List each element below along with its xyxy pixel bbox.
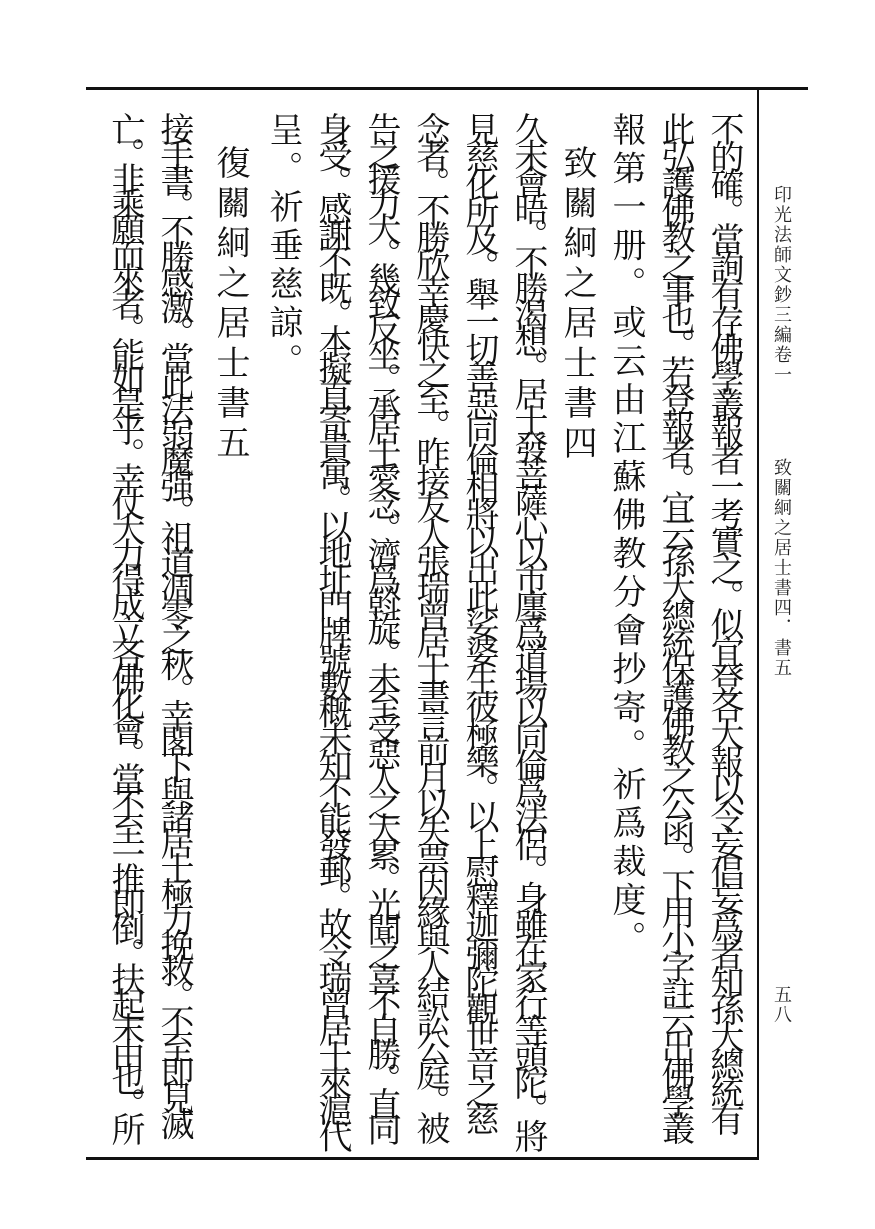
bottom-rule	[86, 1157, 759, 1160]
text-column: 不的確。當詢有存佛學叢報者一考實之。似宜登各大報以令妄倡妄爲者知孫大總統有	[704, 112, 744, 1130]
text-column: 告之援力大。幾致反坐。承居士愛念。濟爲斡旋。未至受惡人之大累。光聞之喜不自勝。直同	[361, 112, 401, 1137]
text-column: 呈。祈垂慈諒。	[263, 112, 303, 382]
page-number: 五八	[771, 985, 792, 1025]
section-title: 致關絅之居士書四．書五	[771, 458, 792, 678]
text-column: 身受。感謝不既。本擬直寄貴寓。以地址門牌號數概未知不能發郵。故令瑞曾居士來滬代	[312, 112, 352, 1146]
margin-rule	[757, 87, 759, 1159]
text-column: 久未會晤。不勝渴想。居士發菩薩心以市廛爲道場以同倫爲法侶。身雖在家行等頭陀。將	[508, 112, 548, 1146]
text-column: 接手書。不勝感激。當此法弱魔强。祖道凋零之秋。幸閣下與諸居士極力挽救。不至即見滅	[154, 112, 194, 1132]
text-column: 報第一册。或云由江蘇佛教分會抄寄。祈爲裁度。	[606, 112, 646, 959]
text-column: 此弘護佛教之事也。若登報者。宜云孫大總統保護佛教之公函。下用小字註云出佛學叢	[655, 112, 695, 1138]
text-column: 念者。不勝欣幸慶快之至。昨接友人張瑞曾居士書言前月以失票因緣與人結訟公庭。被	[410, 112, 450, 1138]
text-column: 見慈化所及。舉一切善惡同倫相將以出此娑婆生彼極樂。以上慰釋迦彌陀觀世音之慈	[459, 112, 499, 1130]
letter-heading: 致關絅之居士書四	[557, 145, 597, 465]
top-rule	[86, 87, 808, 90]
book-title: 印光法師文鈔三編卷一	[771, 185, 792, 385]
letter-heading: 復關絅之居士書五	[210, 145, 250, 465]
text-column: 亡。非乘願而來者。能如是乎。幸仗大力得成立各佛化會。當不至一推即倒。扶起末由也。所	[105, 112, 145, 1137]
